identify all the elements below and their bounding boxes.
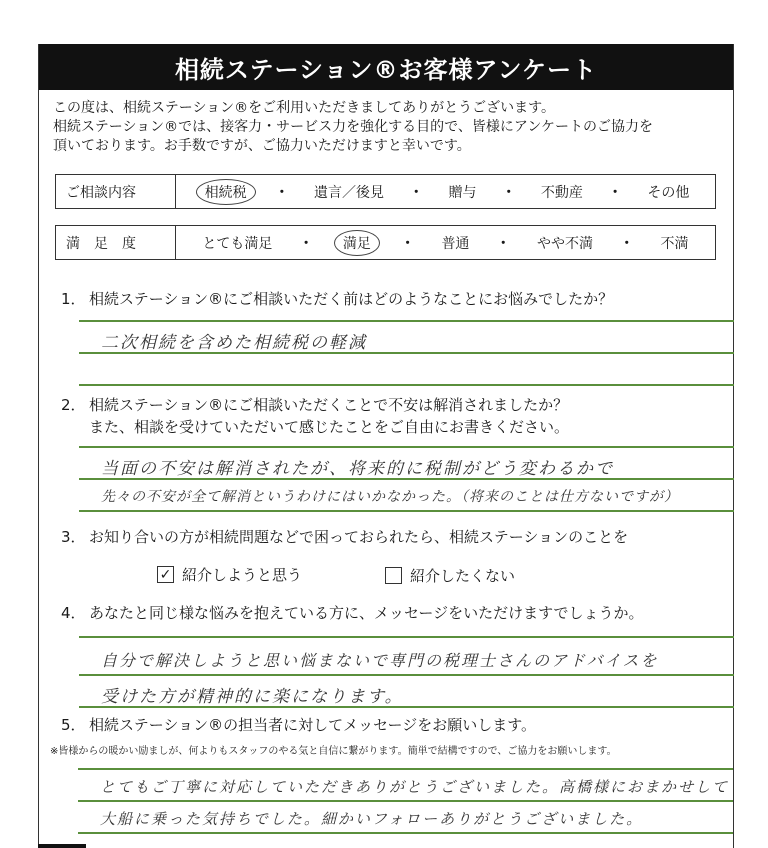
question-2 xyxy=(61,394,569,438)
separator-dot: ・ xyxy=(501,184,516,201)
answer-line xyxy=(79,478,734,480)
answer-line xyxy=(78,832,733,834)
checkbox-checked-icon[interactable]: ✓ xyxy=(157,566,174,583)
answer-line xyxy=(79,510,734,512)
q2-answer-line-2[interactable]: 先々の不安が全て解消というわけにはいかなかった。（将来のことは仕方ないですが） xyxy=(101,489,679,505)
satisfaction-box xyxy=(55,225,716,260)
question-text: お知り合いの方が相続問題などで困っておられたら、相続ステーションのことを xyxy=(89,528,629,546)
separator-dot: ・ xyxy=(619,235,634,252)
bottom-edge xyxy=(38,844,86,848)
q4-answer-line-1[interactable]: 自分で解決しようと思い悩まないで専門の税理士さんのアドバイスを xyxy=(101,651,659,670)
answer-line xyxy=(79,352,734,354)
recommend-no-label: 紹介したくない xyxy=(410,567,516,585)
separator-dot: ・ xyxy=(299,235,314,252)
q5-answer-line-1[interactable]: とてもご丁寧に対応していただきありがとうございました。高橋様におまかせして xyxy=(100,778,730,796)
intro-line: 相続ステーション®では、接客力・サービス力を強化する目的で、皆様にアンケートのご協力を xyxy=(53,119,654,135)
satisfaction-option-satisfied[interactable]: 満足 xyxy=(334,230,380,256)
separator-dot: ・ xyxy=(409,184,424,201)
separator-dot: ・ xyxy=(400,235,415,252)
intro-text xyxy=(53,99,723,156)
consult-type-options xyxy=(176,179,715,205)
answer-line xyxy=(79,636,734,638)
q4-answer-line-2[interactable]: 受けた方が精神的に楽になります。 xyxy=(101,687,404,707)
answer-line xyxy=(78,768,733,770)
satisfaction-option-somewhat-dissatisfied[interactable]: やや不満 xyxy=(536,235,593,252)
intro-line: 頂いております。お手数ですが、ご協力いただけますと幸いです。 xyxy=(53,138,471,154)
consult-option-gift[interactable]: 贈与 xyxy=(448,184,477,201)
recommend-no-option[interactable] xyxy=(385,565,515,586)
question-text-2: また、相談を受けていただいて感じたことをご自由にお書きください。 xyxy=(89,418,570,436)
answer-line xyxy=(79,320,734,322)
q2-answer-line-1[interactable]: 当面の不安は解消されたが、将来的に税制がどう変わるかで xyxy=(101,459,614,479)
consult-option-real-estate[interactable]: 不動産 xyxy=(540,184,583,201)
satisfaction-options xyxy=(176,230,715,256)
answer-line xyxy=(79,706,734,708)
survey-title: 相続ステーション®お客様アンケート xyxy=(39,44,733,90)
consult-option-other[interactable]: その他 xyxy=(647,184,690,201)
answer-line xyxy=(78,800,733,802)
question-number: 2． xyxy=(61,396,86,414)
satisfaction-option-normal[interactable]: 普通 xyxy=(441,235,470,252)
question-text: あなたと同じ様な悩みを抱えている方に、メッセージをいただけますでしょうか。 xyxy=(89,604,644,622)
question-4 xyxy=(61,602,644,624)
survey-sheet xyxy=(38,44,734,848)
satisfaction-option-dissatisfied[interactable]: 不満 xyxy=(660,235,689,252)
question-5 xyxy=(61,714,536,736)
satisfaction-label: 満 足 度 xyxy=(56,226,176,259)
question-text: 相続ステーション®にご相談いただく前はどのようなことにお悩みでしたか？ xyxy=(89,290,614,308)
separator-dot: ・ xyxy=(496,235,511,252)
question-number: 3． xyxy=(61,528,86,546)
q5-answer-line-2[interactable]: 大船に乗った気持ちでした。細かいフォローありがとうございました。 xyxy=(100,810,644,828)
question-number: 1． xyxy=(61,290,86,308)
recommend-yes-label: 紹介しようと思う xyxy=(182,566,303,584)
question-number: 4． xyxy=(61,604,86,622)
answer-line xyxy=(79,384,734,386)
intro-line: この度は、相続ステーション®をご利用いただきましてありがとうございます。 xyxy=(53,100,556,116)
satisfaction-option-very-satisfied[interactable]: とても満足 xyxy=(202,235,273,252)
question-1 xyxy=(61,288,613,310)
q1-answer[interactable]: 二次相続を含めた相続税の軽減 xyxy=(101,333,367,353)
consult-option-inheritance-tax[interactable]: 相続税 xyxy=(196,179,256,205)
answer-line xyxy=(79,446,734,448)
question-text: 相続ステーション®の担当者に対してメッセージをお願いします。 xyxy=(89,716,537,734)
consult-option-will[interactable]: 遺言／後見 xyxy=(314,184,385,201)
question-number: 5． xyxy=(61,716,86,734)
checkbox-icon[interactable] xyxy=(385,567,402,584)
q5-note: ※皆様からの暖かい励ましが、何よりもスタッフのやる気と自信に繋がります。簡単で結構ですので、ご協力をお願いします。 xyxy=(50,746,617,757)
separator-dot: ・ xyxy=(608,184,623,201)
consult-type-label: ご相談内容 xyxy=(56,175,176,208)
recommend-yes-option[interactable] xyxy=(157,564,302,585)
question-3 xyxy=(61,526,628,548)
consult-type-box xyxy=(55,174,716,209)
answer-line xyxy=(79,674,734,676)
separator-dot: ・ xyxy=(274,184,289,201)
question-text: 相続ステーション®にご相談いただくことで不安は解消されましたか？ xyxy=(89,396,569,414)
